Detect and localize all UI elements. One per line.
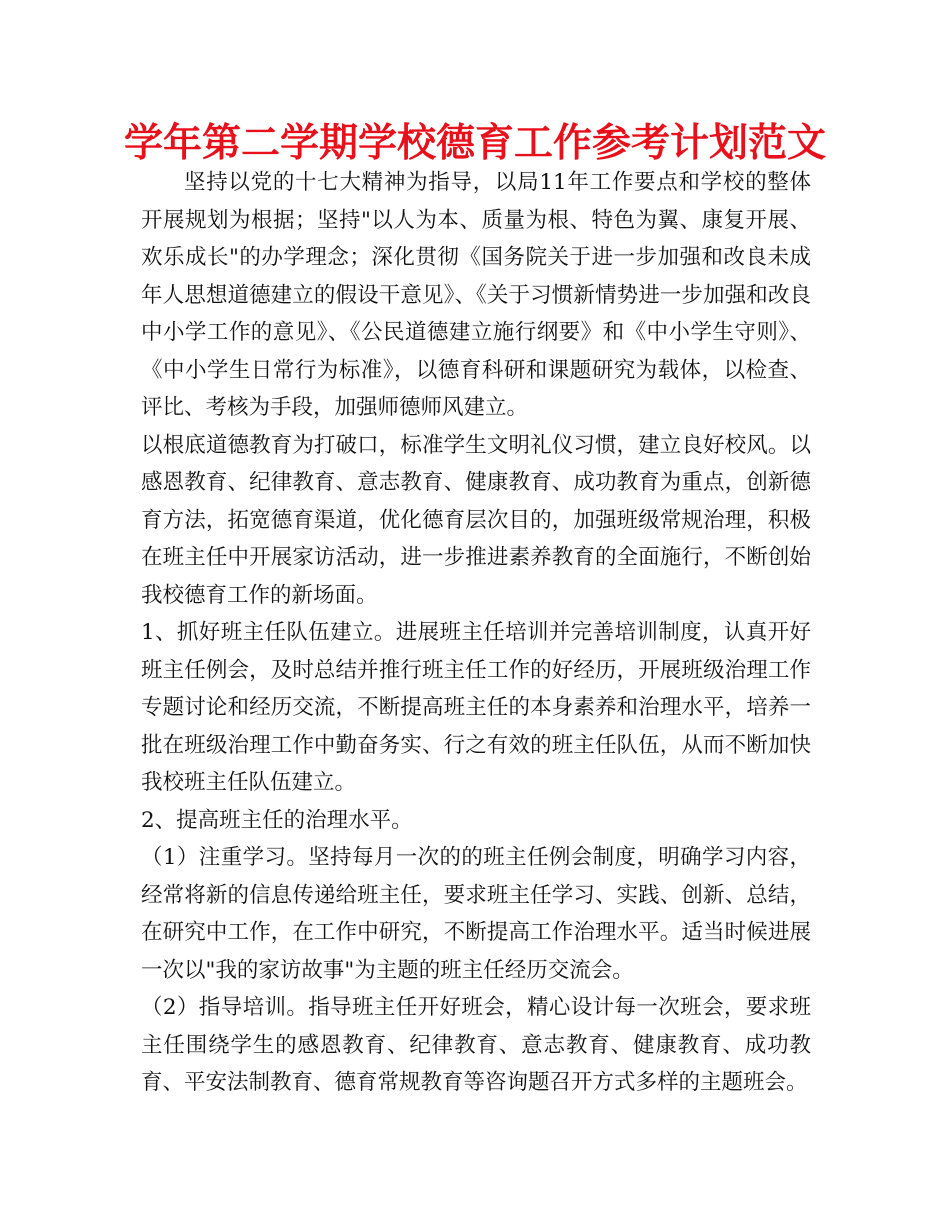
document-title: 学年第二学期学校德育工作参考计划范文 [123,121,826,166]
paragraph-focus: 以根底道德教育为打破口，标准学生文明礼仪习惯，建立良好校风。以感恩教育、纪律教育、意志教育、健康教育、成功教育为重点，创新德育方法，拓宽德育渠道，优化德育层次目的，加强班级常规治理，积极在班主任中开展家访活动，进一步推进素养教育的全面施行，不断创始我校德育工作的新场面。 [141,432,811,608]
paragraph-subitem-2: （2）指导培训。指导班主任开好班会，精心设计每一次班会，要求班主任围绕学生的感恩教育、纪律教育、意志教育、健康教育、成功教育、平安法制教育、德育常规教育等咨询题召开方式多样的主题班会。 [141,995,811,1095]
paragraph-item-2: 2、提高班主任的治理水平。 [141,807,413,833]
paragraph-item-1: 1、抓好班主任队伍建立。进展班主任培训并完善培训制度，认真开好班主任例会，及时总结并推行班主任工作的好经历，开展班级治理工作专题讨论和经历交流，不断提高班主任的本身素养和治理水平，培养一批在班级治理工作中勤奋务实、行之有效的班主任队伍，从而不断加快我校班主任队伍建立。 [141,620,811,795]
paragraph-subitem-1: （1）注重学习。坚持每月一次的的班主任例会制度，明确学习内容，经常将新的信息传递给班主任，要求班主任学习、实践、创新、总结，在研究中工作，在工作中研究，不断提高工作治理水平。适当时候进展一次以"我的家访故事"为主题的班主任经历交流会。 [141,845,811,983]
document-body [141,164,811,1102]
paragraph-intro: 坚持以党的十七大精神为指导，以局11年工作要点和学校的整体开展规划为根据；坚持"以人为本、质量为根、特色为翼、康复开展、欢乐成长"的办学理念；深化贯彻《国务院关于进一步加强和改良未成年人思想道德建立的假设干意见》、《关于习惯新情势进一步加强和改良中小学工作的意见》、《公民道德建立施行纲要》和《中小学生守则》、《中小学生日常行为标准》，以德育科研和课题研究为载体，以检查、评比、考核为手段，加强师德师风建立。 [141,170,811,420]
